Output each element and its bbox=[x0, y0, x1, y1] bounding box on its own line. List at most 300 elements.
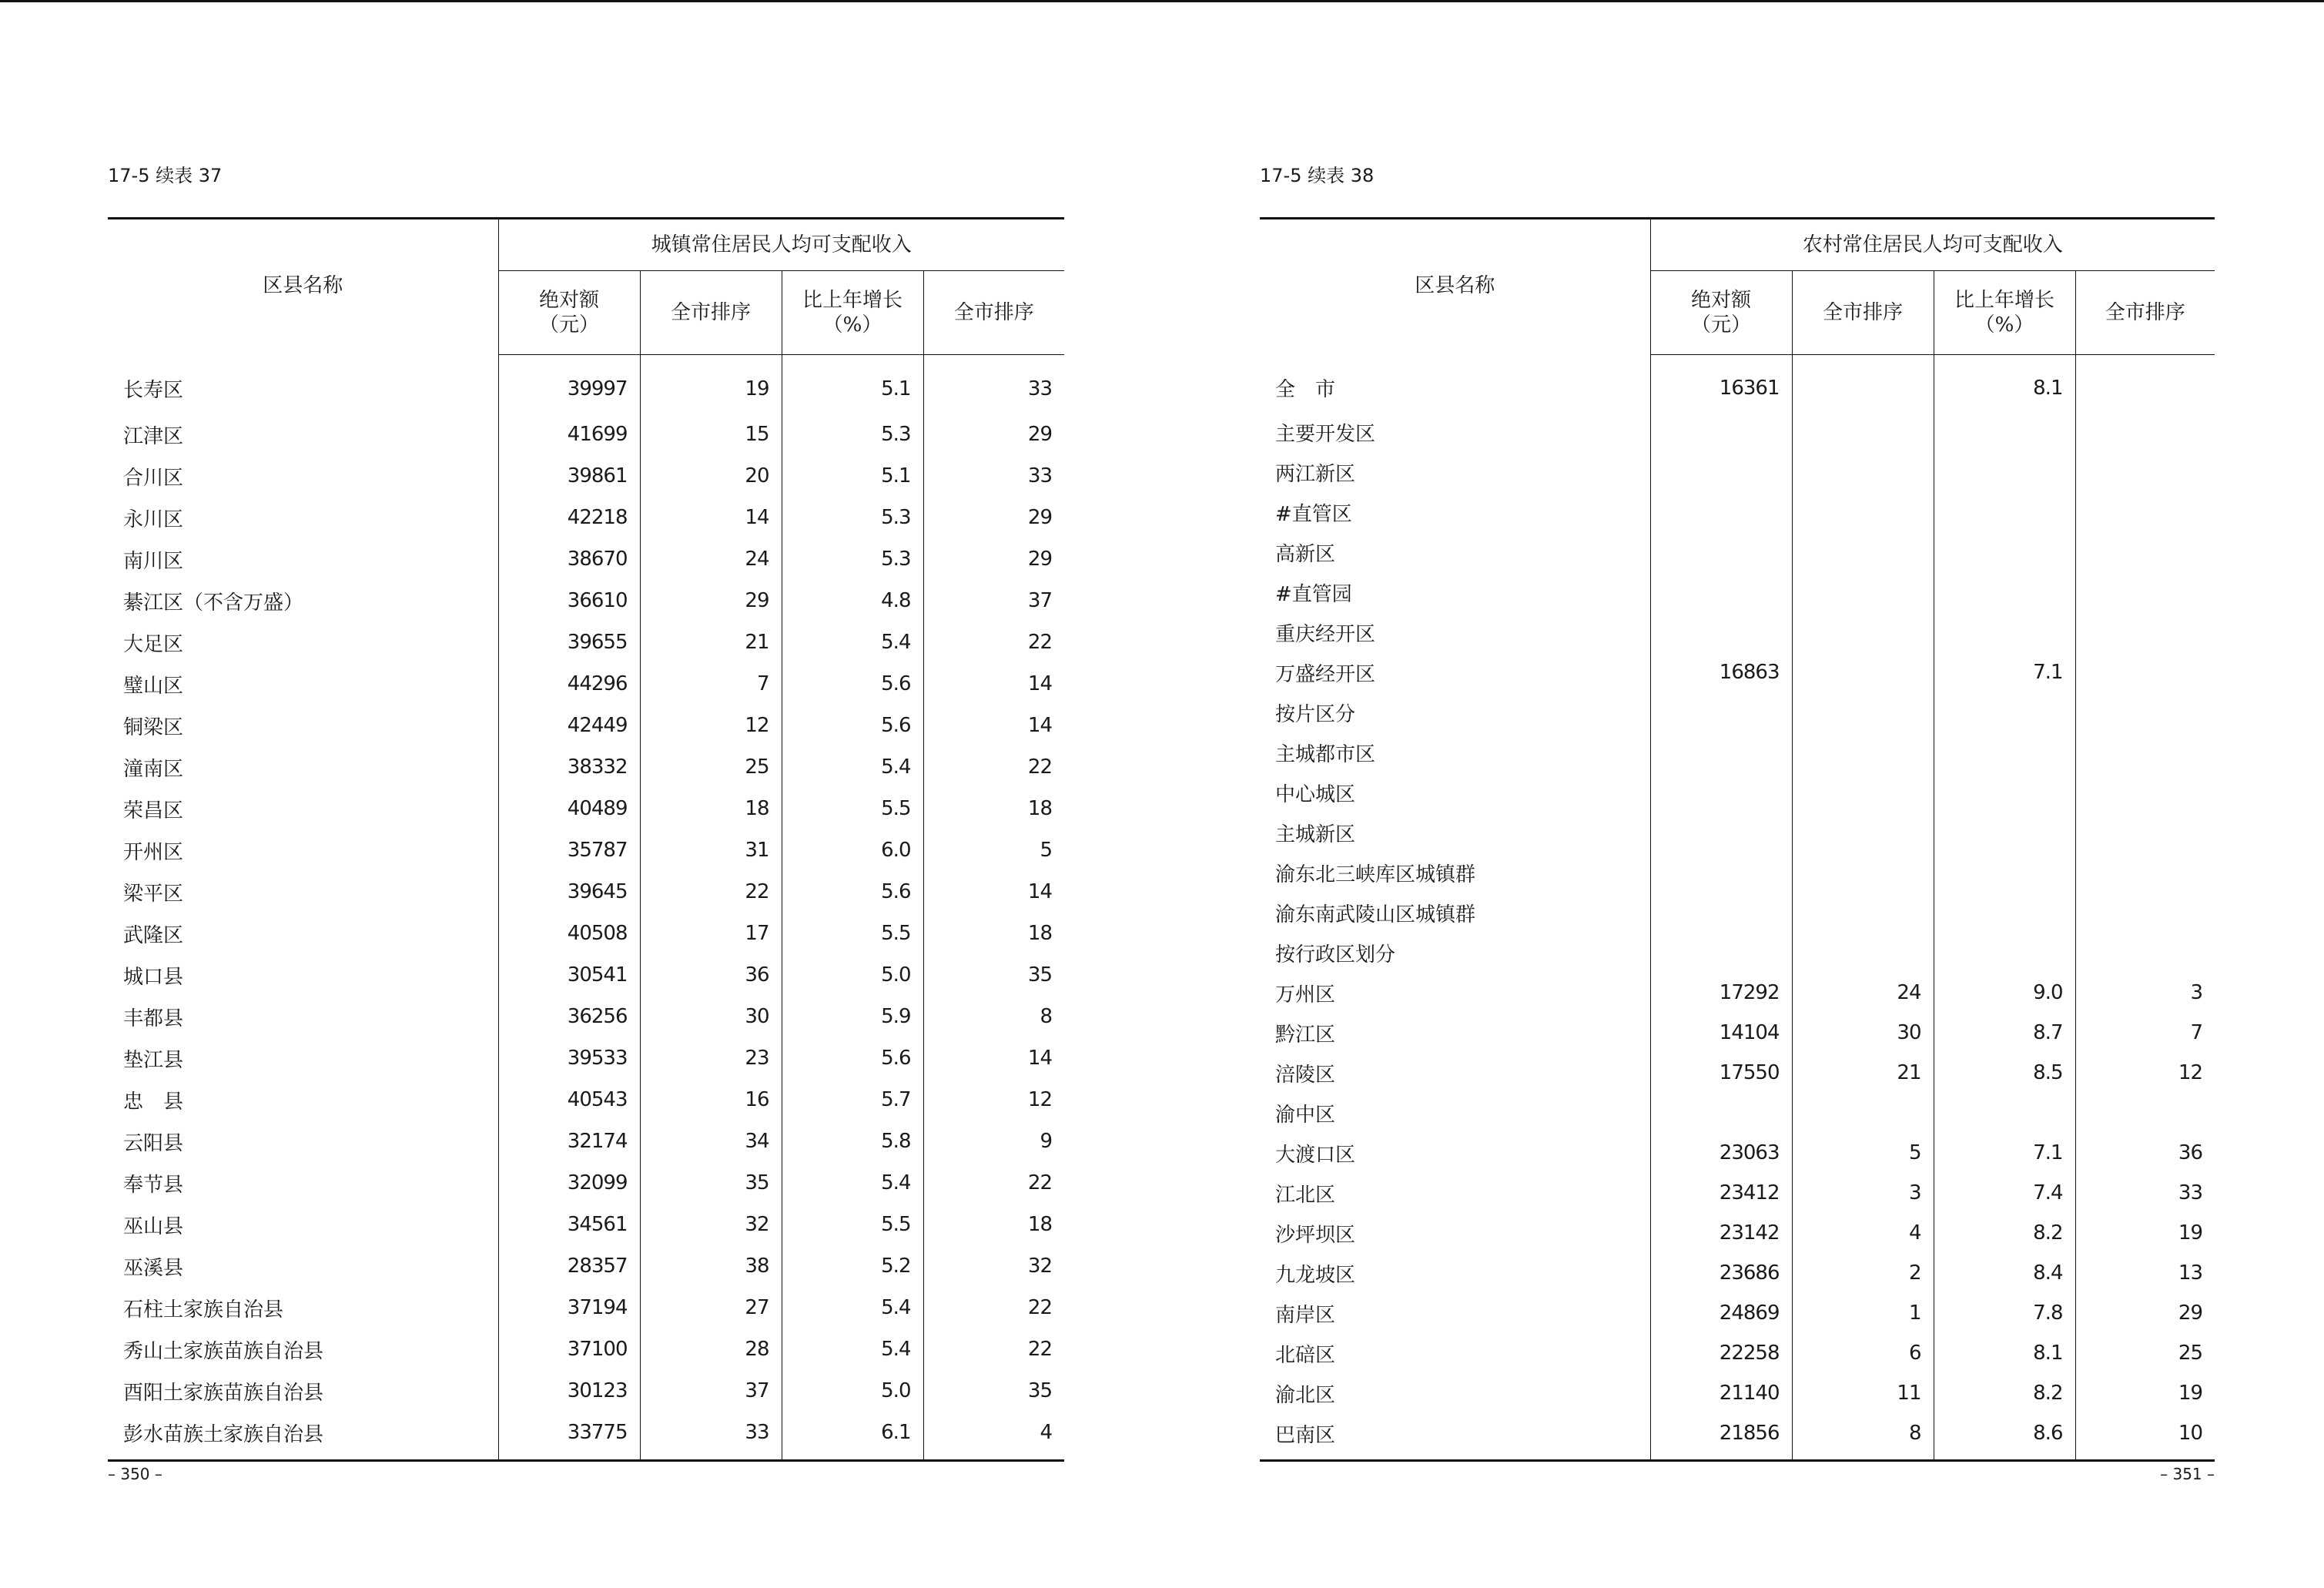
growth-cell: 5.3 bbox=[782, 414, 923, 455]
growth-cell bbox=[1934, 532, 2075, 572]
rank2-cell: 18 bbox=[1027, 797, 1053, 820]
rank1-cell: 4 bbox=[1792, 1213, 1934, 1253]
rank2-cell: 29 bbox=[1027, 423, 1053, 446]
district-name-cell: 潼南区 bbox=[108, 746, 498, 788]
abs-cell bbox=[1650, 612, 1792, 652]
table-row bbox=[108, 996, 1064, 1037]
rank1-cell bbox=[1792, 572, 1934, 612]
rank1-cell: 27 bbox=[640, 1287, 782, 1328]
growth-cell: 5.6 bbox=[782, 663, 923, 705]
abs-cell bbox=[1650, 532, 1792, 572]
abs-cell: 39645 bbox=[498, 871, 640, 913]
table-row bbox=[108, 455, 1064, 497]
district-name-cell: 按行政区划分 bbox=[1260, 933, 1650, 973]
district-name-cell: 巫山县 bbox=[108, 1204, 498, 1245]
table-row bbox=[108, 621, 1064, 663]
table-row bbox=[108, 913, 1064, 954]
abs-cell: 23686 bbox=[1650, 1253, 1792, 1293]
district-name-cell: 丰都县 bbox=[108, 996, 498, 1037]
abs-cell: 39861 bbox=[498, 455, 640, 497]
rank2-cell: 18 bbox=[1027, 1213, 1053, 1236]
district-name-cell: 永川区 bbox=[108, 497, 498, 538]
table-row bbox=[108, 1121, 1064, 1162]
abs-cell bbox=[1650, 812, 1792, 853]
abs-cell: 21140 bbox=[1650, 1373, 1792, 1413]
abs-cell: 17550 bbox=[1650, 1053, 1792, 1093]
rank2-cell: 14 bbox=[1027, 880, 1053, 903]
district-name-cell: 渝中区 bbox=[1260, 1093, 1650, 1133]
table-row bbox=[1260, 692, 2215, 732]
rank1-cell: 1 bbox=[1792, 1293, 1934, 1333]
rank2-cell bbox=[2075, 933, 2215, 973]
rank1-cell: 19 bbox=[640, 355, 782, 414]
growth-cell bbox=[1934, 612, 2075, 652]
table-row bbox=[1260, 1093, 2215, 1133]
rank2-cell: 33 bbox=[2178, 1181, 2203, 1204]
table-row bbox=[1260, 1173, 2215, 1213]
rank1-cell: 36 bbox=[640, 954, 782, 996]
table-title: 17-5 续表 38 bbox=[1260, 165, 1375, 186]
abs-cell: 36256 bbox=[498, 996, 640, 1037]
growth-cell: 5.6 bbox=[782, 705, 923, 746]
col-header-growth: 比上年增长 （%） bbox=[782, 271, 923, 355]
left-page bbox=[108, 0, 1064, 1588]
rank1-cell: 17 bbox=[640, 913, 782, 954]
abs-cell: 38670 bbox=[498, 538, 640, 580]
rank2-cell: 12 bbox=[1027, 1088, 1053, 1111]
table-row bbox=[1260, 812, 2215, 853]
growth-cell: 5.4 bbox=[782, 1328, 923, 1370]
group-header: 城镇常住居民人均可支配收入 bbox=[498, 219, 1064, 271]
growth-cell: 9.0 bbox=[1934, 973, 2075, 1013]
table-row bbox=[1260, 652, 2215, 692]
growth-cell bbox=[1934, 572, 2075, 612]
district-name-cell: 重庆经开区 bbox=[1260, 612, 1650, 652]
table-row bbox=[108, 788, 1064, 829]
table-row bbox=[1260, 355, 2215, 413]
table-row bbox=[108, 1204, 1064, 1245]
table-row bbox=[1260, 532, 2215, 572]
table-row bbox=[108, 1037, 1064, 1079]
name-header: 区县名称 bbox=[1260, 219, 1650, 355]
district-name-cell: 铜梁区 bbox=[108, 705, 498, 746]
rank2-cell: 9 bbox=[1040, 1130, 1053, 1153]
abs-cell: 41699 bbox=[498, 414, 640, 455]
abs-cell bbox=[1650, 492, 1792, 532]
rank1-cell: 8 bbox=[1792, 1413, 1934, 1461]
abs-cell bbox=[1650, 412, 1792, 452]
table-row bbox=[1260, 1213, 2215, 1253]
abs-cell: 42449 bbox=[498, 705, 640, 746]
rank2-cell: 8 bbox=[1040, 1005, 1053, 1028]
rank1-cell: 22 bbox=[640, 871, 782, 913]
rank1-cell bbox=[1792, 812, 1934, 853]
rank2-cell: 29 bbox=[2178, 1302, 2203, 1325]
table-row bbox=[1260, 772, 2215, 812]
district-name-cell: 巫溪县 bbox=[108, 1245, 498, 1287]
growth-cell: 5.4 bbox=[782, 1162, 923, 1204]
rank1-cell: 24 bbox=[640, 538, 782, 580]
district-name-cell: 主城新区 bbox=[1260, 812, 1650, 853]
abs-cell: 21856 bbox=[1650, 1413, 1792, 1461]
district-name-cell: 云阳县 bbox=[108, 1121, 498, 1162]
urban-income-table bbox=[108, 217, 1064, 1462]
rank1-cell: 31 bbox=[640, 829, 782, 871]
district-name-cell: 中心城区 bbox=[1260, 772, 1650, 812]
table-row bbox=[108, 538, 1064, 580]
rank2-cell bbox=[2075, 452, 2215, 492]
growth-cell: 4.8 bbox=[782, 580, 923, 621]
table-row bbox=[1260, 933, 2215, 973]
table-row bbox=[1260, 1053, 2215, 1093]
growth-cell: 8.1 bbox=[1934, 1333, 2075, 1373]
col-header-rank: 全市排序 bbox=[923, 271, 1064, 355]
abs-cell: 40543 bbox=[498, 1079, 640, 1121]
growth-cell: 5.3 bbox=[782, 497, 923, 538]
rank2-cell: 4 bbox=[923, 1412, 1064, 1461]
abs-cell: 40508 bbox=[498, 913, 640, 954]
abs-cell bbox=[1650, 732, 1792, 772]
district-name-cell: 渝东南武陵山区城镇群 bbox=[1260, 893, 1650, 933]
abs-cell: 33775 bbox=[498, 1412, 640, 1461]
rank2-cell: 5 bbox=[1040, 839, 1053, 862]
rank2-cell: 22 bbox=[1027, 755, 1053, 779]
abs-cell: 16361 bbox=[1650, 355, 1792, 413]
district-name-cell: 长寿区 bbox=[108, 355, 498, 414]
page-number: – 350 – bbox=[108, 1465, 162, 1483]
rank2-cell: 14 bbox=[1027, 714, 1053, 737]
abs-cell bbox=[1650, 893, 1792, 933]
abs-cell: 30123 bbox=[498, 1370, 640, 1412]
table-row bbox=[1260, 452, 2215, 492]
col-header-rank: 全市排序 bbox=[2075, 271, 2215, 355]
growth-cell bbox=[1934, 492, 2075, 532]
abs-cell: 24869 bbox=[1650, 1293, 1792, 1333]
col-header-abs: 绝对额 （元） bbox=[498, 271, 640, 355]
rank1-cell bbox=[1792, 492, 1934, 532]
table-row bbox=[108, 1287, 1064, 1328]
rank2-cell: 3 bbox=[2190, 981, 2203, 1004]
table-row bbox=[108, 1328, 1064, 1370]
district-name-cell: 渝东北三峡库区城镇群 bbox=[1260, 853, 1650, 893]
district-name-cell: 主城都市区 bbox=[1260, 732, 1650, 772]
table-row bbox=[108, 580, 1064, 621]
rank1-cell bbox=[1792, 652, 1934, 692]
growth-cell: 5.9 bbox=[782, 996, 923, 1037]
district-name-cell: 万州区 bbox=[1260, 973, 1650, 1013]
growth-cell: 8.2 bbox=[1934, 1373, 2075, 1413]
abs-cell: 16863 bbox=[1650, 652, 1792, 692]
abs-cell: 32099 bbox=[498, 1162, 640, 1204]
rank1-cell: 25 bbox=[640, 746, 782, 788]
growth-cell: 5.8 bbox=[782, 1121, 923, 1162]
rank2-cell bbox=[2075, 492, 2215, 532]
abs-cell: 22258 bbox=[1650, 1333, 1792, 1373]
table-row bbox=[1260, 1413, 2215, 1461]
right-page bbox=[1260, 0, 2215, 1588]
abs-cell: 37194 bbox=[498, 1287, 640, 1328]
growth-cell: 8.7 bbox=[1934, 1013, 2075, 1053]
abs-cell: 40489 bbox=[498, 788, 640, 829]
abs-cell: 32174 bbox=[498, 1121, 640, 1162]
table-row bbox=[108, 1412, 1064, 1461]
table-row bbox=[1260, 1333, 2215, 1373]
district-name-cell: 按片区分 bbox=[1260, 692, 1650, 732]
rank1-cell bbox=[1792, 692, 1934, 732]
rank2-cell bbox=[2075, 692, 2215, 732]
rank1-cell: 3 bbox=[1792, 1173, 1934, 1213]
abs-cell: 23142 bbox=[1650, 1213, 1792, 1253]
rank1-cell: 30 bbox=[1792, 1013, 1934, 1053]
growth-cell bbox=[1934, 812, 2075, 853]
table-title: 17-5 续表 37 bbox=[108, 165, 223, 186]
abs-cell: 39533 bbox=[498, 1037, 640, 1079]
rank1-cell bbox=[1792, 772, 1934, 812]
group-header: 农村常住居民人均可支配收入 bbox=[1650, 219, 2215, 271]
district-name-cell: 秀山土家族苗族自治县 bbox=[108, 1328, 498, 1370]
district-name-cell: 南川区 bbox=[108, 538, 498, 580]
growth-cell: 5.6 bbox=[782, 1037, 923, 1079]
district-name-cell: 涪陵区 bbox=[1260, 1053, 1650, 1093]
rank1-cell: 7 bbox=[640, 663, 782, 705]
growth-cell: 6.1 bbox=[782, 1412, 923, 1461]
table-row bbox=[108, 414, 1064, 455]
growth-cell: 5.4 bbox=[782, 746, 923, 788]
rank1-cell: 29 bbox=[640, 580, 782, 621]
growth-cell: 5.6 bbox=[782, 871, 923, 913]
rank2-cell: 35 bbox=[1027, 963, 1053, 987]
district-name-cell: 璧山区 bbox=[108, 663, 498, 705]
rank1-cell bbox=[1792, 612, 1934, 652]
rank1-cell bbox=[1792, 853, 1934, 893]
abs-cell: 42218 bbox=[498, 497, 640, 538]
col-header-abs: 绝对额 （元） bbox=[1650, 271, 1792, 355]
abs-cell bbox=[1650, 1093, 1792, 1133]
growth-cell: 7.1 bbox=[1934, 652, 2075, 692]
district-name-cell: 忠 县 bbox=[108, 1079, 498, 1121]
district-name-cell: 奉节县 bbox=[108, 1162, 498, 1204]
rank1-cell: 16 bbox=[640, 1079, 782, 1121]
rank2-cell: 14 bbox=[1027, 672, 1053, 695]
table-row bbox=[108, 1079, 1064, 1121]
table-row bbox=[1260, 732, 2215, 772]
table-row bbox=[1260, 973, 2215, 1013]
rank2-cell: 22 bbox=[1027, 631, 1053, 654]
abs-cell bbox=[1650, 572, 1792, 612]
rank1-cell: 18 bbox=[640, 788, 782, 829]
table-row bbox=[1260, 412, 2215, 452]
growth-cell bbox=[1934, 893, 2075, 933]
rank2-cell bbox=[2075, 732, 2215, 772]
table-row bbox=[1260, 893, 2215, 933]
district-name-cell: 南岸区 bbox=[1260, 1293, 1650, 1333]
abs-cell bbox=[1650, 452, 1792, 492]
district-name-cell: 石柱土家族自治县 bbox=[108, 1287, 498, 1328]
rank1-cell bbox=[1792, 452, 1934, 492]
district-name-cell: 九龙坡区 bbox=[1260, 1253, 1650, 1293]
rank2-cell bbox=[2075, 355, 2215, 413]
growth-cell: 5.7 bbox=[782, 1079, 923, 1121]
rank1-cell: 37 bbox=[640, 1370, 782, 1412]
page-number: – 351 – bbox=[2160, 1465, 2215, 1483]
table-body bbox=[1260, 355, 2215, 1461]
growth-cell: 5.1 bbox=[782, 355, 923, 414]
table-row bbox=[108, 1370, 1064, 1412]
rank1-cell bbox=[1792, 355, 1934, 413]
table-row bbox=[108, 746, 1064, 788]
growth-cell bbox=[1934, 412, 2075, 452]
table-row bbox=[1260, 492, 2215, 532]
growth-cell: 8.5 bbox=[1934, 1053, 2075, 1093]
abs-cell: 28357 bbox=[498, 1245, 640, 1287]
district-name-cell: 两江新区 bbox=[1260, 452, 1650, 492]
growth-cell: 5.4 bbox=[782, 621, 923, 663]
abs-cell: 36610 bbox=[498, 580, 640, 621]
rank1-cell: 20 bbox=[640, 455, 782, 497]
growth-cell: 8.4 bbox=[1934, 1253, 2075, 1293]
rank2-cell bbox=[2075, 853, 2215, 893]
rank2-cell: 13 bbox=[2178, 1261, 2203, 1285]
rank2-cell bbox=[2075, 812, 2215, 853]
rank2-cell bbox=[2075, 412, 2215, 452]
district-name-cell: 荣昌区 bbox=[108, 788, 498, 829]
abs-cell: 35787 bbox=[498, 829, 640, 871]
rank1-cell: 28 bbox=[640, 1328, 782, 1370]
col-header-growth: 比上年增长 （%） bbox=[1934, 271, 2075, 355]
table-row bbox=[108, 705, 1064, 746]
abs-cell: 44296 bbox=[498, 663, 640, 705]
growth-cell: 5.4 bbox=[782, 1287, 923, 1328]
district-name-cell: 沙坪坝区 bbox=[1260, 1213, 1650, 1253]
rank1-cell: 15 bbox=[640, 414, 782, 455]
table-row bbox=[108, 871, 1064, 913]
name-header: 区县名称 bbox=[108, 219, 498, 355]
rank1-cell bbox=[1792, 732, 1934, 772]
abs-cell: 34561 bbox=[498, 1204, 640, 1245]
district-name-cell: 黔江区 bbox=[1260, 1013, 1650, 1053]
rank1-cell bbox=[1792, 412, 1934, 452]
table-row bbox=[1260, 1133, 2215, 1173]
growth-cell: 7.4 bbox=[1934, 1173, 2075, 1213]
district-name-cell: 武隆区 bbox=[108, 913, 498, 954]
rank1-cell bbox=[1792, 933, 1934, 973]
abs-cell bbox=[1650, 772, 1792, 812]
rural-income-table bbox=[1260, 217, 2215, 1462]
abs-cell: 17292 bbox=[1650, 973, 1792, 1013]
district-name-cell: 江北区 bbox=[1260, 1173, 1650, 1213]
district-name-cell: 梁平区 bbox=[108, 871, 498, 913]
growth-cell: 7.8 bbox=[1934, 1293, 2075, 1333]
rank1-cell: 38 bbox=[640, 1245, 782, 1287]
rank2-cell: 29 bbox=[1027, 506, 1053, 529]
district-name-cell: #直管园 bbox=[1260, 572, 1650, 612]
district-name-cell: 全 市 bbox=[1260, 355, 1650, 413]
rank1-cell: 24 bbox=[1792, 973, 1934, 1013]
table-body bbox=[108, 355, 1064, 1461]
growth-cell bbox=[1934, 933, 2075, 973]
rank2-cell: 10 bbox=[2075, 1413, 2215, 1461]
table-row bbox=[108, 497, 1064, 538]
growth-cell: 8.2 bbox=[1934, 1213, 2075, 1253]
rank1-cell: 23 bbox=[640, 1037, 782, 1079]
table-row bbox=[1260, 612, 2215, 652]
growth-cell: 5.3 bbox=[782, 538, 923, 580]
rank1-cell: 33 bbox=[640, 1412, 782, 1461]
table-row bbox=[1260, 1293, 2215, 1333]
col-header-rank: 全市排序 bbox=[640, 271, 782, 355]
growth-cell: 5.5 bbox=[782, 1204, 923, 1245]
growth-cell: 5.0 bbox=[782, 954, 923, 996]
abs-cell: 23063 bbox=[1650, 1133, 1792, 1173]
rank1-cell: 30 bbox=[640, 996, 782, 1037]
rank2-cell bbox=[2075, 1093, 2215, 1133]
rank1-cell: 5 bbox=[1792, 1133, 1934, 1173]
table-row bbox=[108, 355, 1064, 414]
growth-cell bbox=[1934, 692, 2075, 732]
growth-cell bbox=[1934, 1093, 2075, 1133]
rank1-cell bbox=[1792, 532, 1934, 572]
rank1-cell: 12 bbox=[640, 705, 782, 746]
table-row bbox=[108, 1162, 1064, 1204]
rank2-cell: 22 bbox=[1027, 1171, 1053, 1194]
abs-cell: 14104 bbox=[1650, 1013, 1792, 1053]
rank2-cell: 35 bbox=[1027, 1379, 1053, 1402]
growth-cell: 5.0 bbox=[782, 1370, 923, 1412]
rank1-cell: 21 bbox=[1792, 1053, 1934, 1093]
growth-cell bbox=[1934, 452, 2075, 492]
table-row bbox=[108, 663, 1064, 705]
rank2-cell bbox=[2075, 572, 2215, 612]
rank1-cell: 34 bbox=[640, 1121, 782, 1162]
table-row bbox=[1260, 1013, 2215, 1053]
rank2-cell: 33 bbox=[1027, 377, 1053, 400]
abs-cell bbox=[1650, 933, 1792, 973]
rank1-cell: 11 bbox=[1792, 1373, 1934, 1413]
growth-cell: 8.6 bbox=[1934, 1413, 2075, 1461]
rank2-cell: 18 bbox=[1027, 922, 1053, 945]
district-name-cell: 巴南区 bbox=[1260, 1413, 1650, 1461]
table-row bbox=[1260, 572, 2215, 612]
growth-cell: 5.5 bbox=[782, 913, 923, 954]
rank2-cell: 22 bbox=[1027, 1338, 1053, 1361]
rank2-cell: 19 bbox=[2178, 1221, 2203, 1245]
rank1-cell: 14 bbox=[640, 497, 782, 538]
abs-cell: 39655 bbox=[498, 621, 640, 663]
rank1-cell: 2 bbox=[1792, 1253, 1934, 1293]
rank2-cell bbox=[2075, 532, 2215, 572]
rank2-cell: 19 bbox=[2178, 1382, 2203, 1405]
district-name-cell: 江津区 bbox=[108, 414, 498, 455]
rank1-cell bbox=[1792, 1093, 1934, 1133]
rank2-cell: 14 bbox=[1027, 1047, 1053, 1070]
growth-cell bbox=[1934, 772, 2075, 812]
rank2-cell: 7 bbox=[2190, 1021, 2203, 1044]
district-name-cell: 主要开发区 bbox=[1260, 412, 1650, 452]
rank2-cell: 22 bbox=[1027, 1296, 1053, 1319]
rank1-cell: 6 bbox=[1792, 1333, 1934, 1373]
abs-cell: 39997 bbox=[498, 355, 640, 414]
rank2-cell bbox=[2075, 652, 2215, 692]
growth-cell: 8.1 bbox=[1934, 355, 2075, 413]
col-header-rank: 全市排序 bbox=[1792, 271, 1934, 355]
rank1-cell: 21 bbox=[640, 621, 782, 663]
growth-cell bbox=[1934, 732, 2075, 772]
district-name-cell: #直管区 bbox=[1260, 492, 1650, 532]
table-row bbox=[108, 829, 1064, 871]
district-name-cell: 北碚区 bbox=[1260, 1333, 1650, 1373]
district-name-cell: 酉阳土家族苗族自治县 bbox=[108, 1370, 498, 1412]
rank1-cell bbox=[1792, 893, 1934, 933]
